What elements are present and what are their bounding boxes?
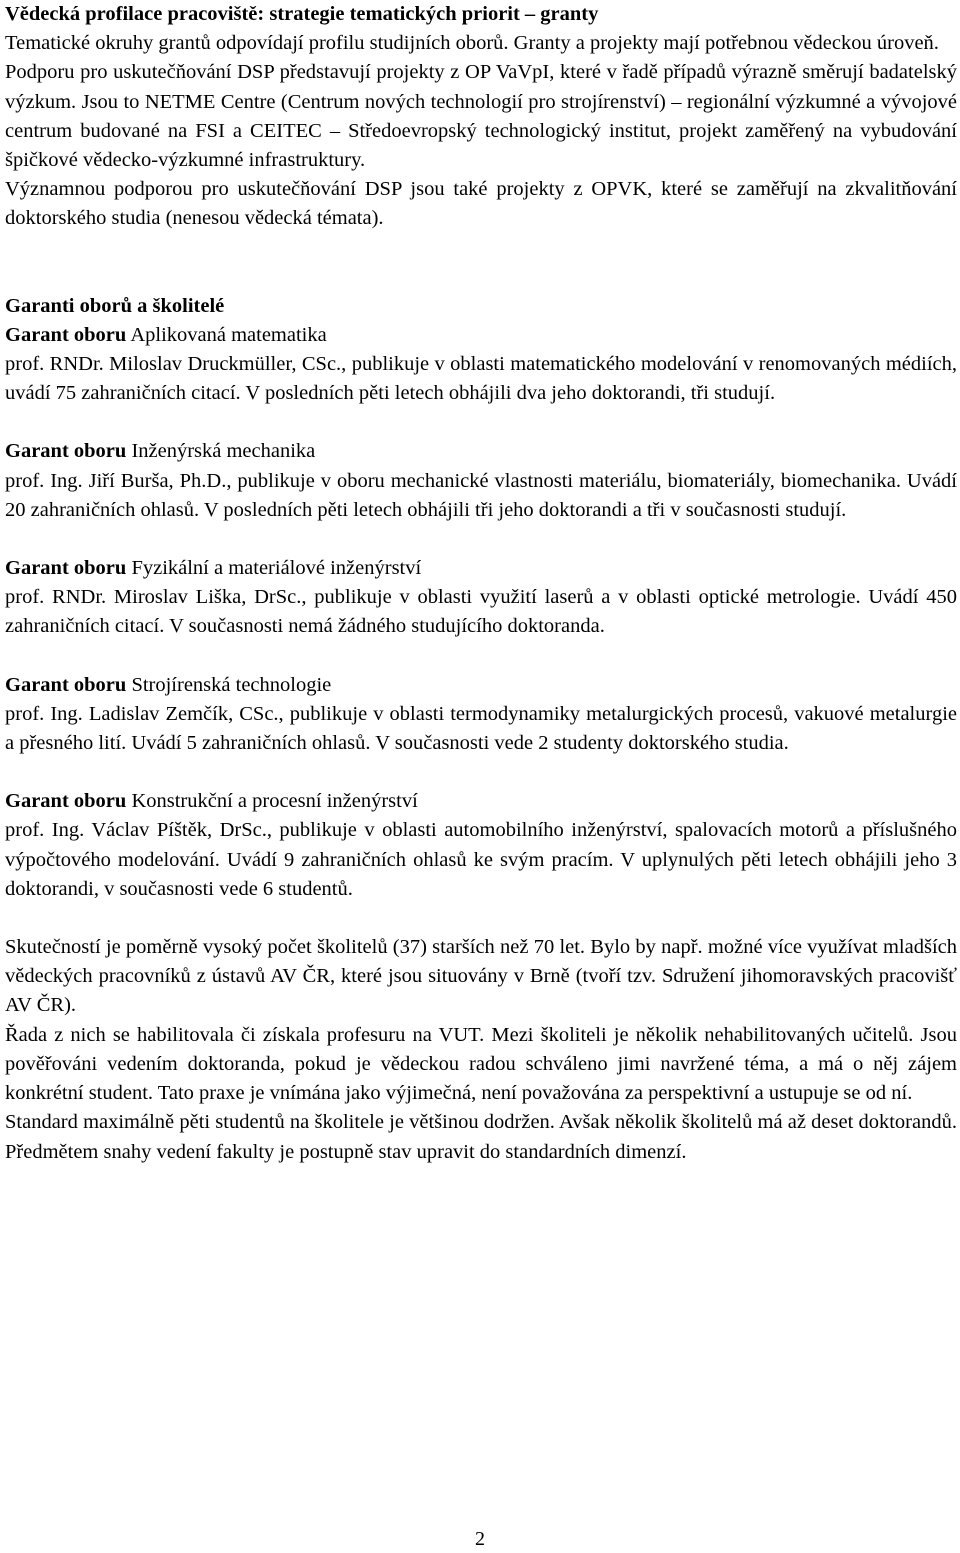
spacer — [5, 234, 957, 292]
field-description: prof. RNDr. Miloslav Druckmüller, CSc., publikuje v oblasti matematického modelování v renomovaných médiích, uvádí 75 zahraničních citací. V posledních pěti letech obhájili dva jeho doktorandi, tři studují. — [5, 353, 957, 405]
field-description: prof. Ing. Jiří Burša, Ph.D., publikuje v oboru mechanické vlastnosti materiálu, biomateriály, biomechanika. Uvádí 20 zahraničních ohlasů. V posledních pěti letech obhájili tři jeho doktorandi a tři v současnosti studují. — [5, 469, 957, 521]
field-block-engineering-mechanics — [5, 437, 957, 525]
paragraph-grant-topics: Tematické okruhy grantů odpovídají profilu studijních oborů. Granty a projekty mají potřebnou vědeckou úroveň. — [5, 32, 939, 55]
page-number: 2 — [475, 1528, 485, 1550]
paragraph-supervisor-age: Skutečností je poměrně vysoký počet školitelů (37) starších než 70 let. Bylo by např. možné více využívat mladších vědeckých pracovníků z ústavů AV ČR, které jsou situovány v Brně (tvoří tzv. Sdružení jihomoravských pracovišť AV ČR). — [5, 936, 957, 1017]
field-name: Konstrukční a procesní inženýrství — [131, 790, 418, 813]
section-title-scientific-profile: Vědecká profilace pracoviště: strategie tematických priorit – granty — [5, 3, 599, 25]
field-block-applied-mathematics — [5, 321, 957, 409]
field-description: prof. RNDr. Miroslav Liška, DrSc., publikuje v oblasti využití laserů a v oblasti optické metrologie. Uvádí 450 zahraničních citací. V současnosti nemá žádného studujícího doktoranda. — [5, 586, 957, 638]
document-page — [5, 0, 957, 1167]
section-title-guarantors: Garanti oborů a školitelé — [5, 294, 225, 317]
spacer — [5, 642, 957, 671]
field-heading — [5, 321, 957, 350]
field-block-design-process-engineering — [5, 787, 957, 904]
field-block-manufacturing-technology — [5, 671, 957, 759]
field-description: prof. Ing. Ladislav Zemčík, CSc., publikuje v oblasti termodynamiky metalurgických procesů, vakuové metalurgie a přesného lití. Uvádí 5 zahraničních ohlasů. V současnosti vede 2 studenty doktorského studia. — [5, 702, 957, 755]
garant-prefix: Garant oboru — [5, 673, 127, 696]
field-description: prof. Ing. Václav Píštěk, DrSc., publikuje v oblasti automobilního inženýrství, spalovacích motorů a příslušného výpočtového modelování. Uvádí 9 zahraničních ohlasů ke svým pracím. V uplynulých pěti letech obhájili jeho 3 doktorandi, v současnosti vede 6 studentů. — [5, 819, 957, 900]
field-heading — [5, 437, 957, 466]
spacer — [5, 525, 957, 554]
spacer — [5, 408, 957, 437]
garant-prefix: Garant oboru — [5, 790, 127, 813]
spacer — [5, 758, 957, 787]
paragraph-opvk: Významnou podporou pro uskutečňování DSP jsou také projekty z OPVK, které se zaměřují na zkvalitňování doktorského studia (nenesou vědecká témata). — [5, 178, 957, 230]
field-name: Inženýrská mechanika — [131, 440, 316, 463]
garant-prefix: Garant oboru — [5, 323, 127, 346]
paragraph-op-vavpi: Podporu pro uskutečňování DSP představují projekty z OP VaVpI, které v řadě případů výrazně směrují badatelský výzkum. Jsou to NETME Centre (Centrum nových technologií pro strojírenství) – regionální výzkumné a vývojové centrum budované na FSI a CEITEC – Středoevropský technologický institut, projekt zaměřený na vybudování špičkové vědecko-výzkumné infrastruktury. — [5, 61, 957, 172]
field-name: Strojírenská technologie — [131, 673, 332, 696]
spacer — [5, 904, 957, 933]
garant-prefix: Garant oboru — [5, 440, 127, 463]
garant-prefix: Garant oboru — [5, 557, 127, 580]
field-heading — [5, 554, 957, 583]
paragraph-student-standard: Standard maximálně pěti studentů na školitele je většinou dodržen. Avšak několik školitelů má až deset doktorandů. Předmětem snahy vedení fakulty je postupně stav upravit do standardních dimenzí. — [5, 1111, 957, 1163]
field-heading — [5, 671, 957, 700]
field-heading — [5, 787, 957, 816]
field-name: Aplikovaná matematika — [130, 323, 327, 346]
field-name: Fyzikální a materiálové inženýrství — [131, 557, 422, 580]
field-block-physical-materials-engineering — [5, 554, 957, 642]
paragraph-habilitation: Řada z nich se habilitovala či získala profesuru na VUT. Mezi školiteli je několik nehabilitovaných učitelů. Jsou pověřováni vedením doktoranda, pokud je vědeckou radou schváleno jimi navržené téma, a má o něj zájem konkrétní student. Tato praxe je vnímána jako výjimečná, není považována za perspektivní a ustupuje se od ní. — [5, 1023, 957, 1105]
